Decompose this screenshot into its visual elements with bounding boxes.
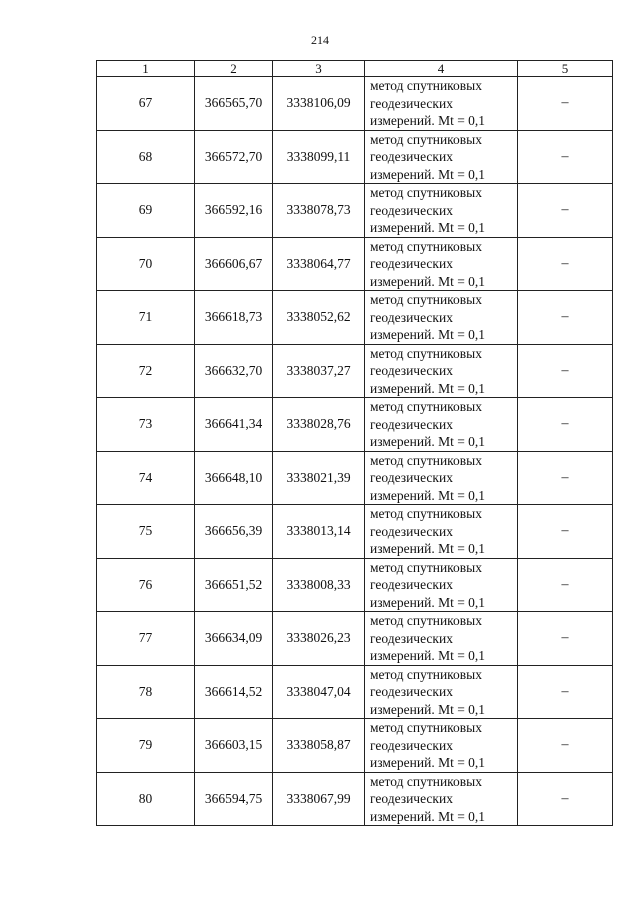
- point-number-cell: 73: [97, 398, 195, 452]
- x-coordinate-cell: 366606,67: [195, 237, 273, 291]
- method-cell: [365, 291, 518, 345]
- method-cell: [365, 558, 518, 612]
- method-line: измерений. Mt = 0,1: [370, 273, 486, 289]
- point-number-cell: 69: [97, 184, 195, 238]
- method-line: измерений. Mt = 0,1: [370, 113, 486, 128]
- method-line: геодезических: [370, 523, 453, 539]
- x-coordinate-cell: 366603,15: [195, 719, 273, 773]
- method-line: измерений. Mt = 0,1: [370, 487, 486, 503]
- method-cell: [365, 77, 518, 131]
- table-row: [97, 77, 613, 131]
- x-coordinate-cell: 366572,70: [195, 130, 273, 184]
- table-row: [97, 665, 613, 719]
- note-cell: –: [518, 612, 613, 666]
- method-line: измерений. Mt = 0,1: [370, 701, 486, 717]
- note-cell: –: [518, 291, 613, 345]
- y-coordinate-cell: 3338026,23: [273, 612, 365, 666]
- method-line: измерений. Mt = 0,1: [370, 220, 486, 235]
- method-line: метод спутниковых: [370, 559, 482, 575]
- method-line: геодезических: [370, 363, 453, 378]
- y-coordinate-cell: 3338047,04: [273, 665, 365, 719]
- y-coordinate-cell: 3338106,09: [273, 77, 365, 131]
- note-cell: –: [518, 130, 613, 184]
- point-number-cell: 72: [97, 344, 195, 398]
- x-coordinate-cell: 366565,70: [195, 77, 273, 131]
- method-cell: [365, 665, 518, 719]
- y-coordinate-cell: 3338021,39: [273, 451, 365, 505]
- method-line: измерений. Mt = 0,1: [370, 380, 486, 396]
- point-number-cell: 77: [97, 612, 195, 666]
- y-coordinate-cell: 3338008,33: [273, 558, 365, 612]
- note-cell: –: [518, 237, 613, 291]
- note-cell: –: [518, 451, 613, 505]
- table-body: [97, 77, 613, 826]
- x-coordinate-cell: 366648,10: [195, 451, 273, 505]
- note-cell: –: [518, 398, 613, 452]
- y-coordinate-cell: 3338067,99: [273, 772, 365, 826]
- method-line: метод спутниковых: [370, 345, 482, 361]
- point-number-cell: 80: [97, 772, 195, 826]
- method-line: метод спутниковых: [370, 452, 482, 468]
- table-header: [97, 61, 613, 77]
- method-line: метод спутниковых: [370, 238, 482, 254]
- method-cell: [365, 344, 518, 398]
- point-number-cell: 75: [97, 505, 195, 559]
- method-cell: [365, 505, 518, 559]
- method-line: геодезических: [370, 95, 453, 111]
- method-cell: [365, 398, 518, 452]
- column-header-4: 4: [365, 61, 518, 77]
- table-row: [97, 344, 613, 398]
- x-coordinate-cell: 366592,16: [195, 184, 273, 238]
- method-line: геодезических: [370, 577, 453, 592]
- header-row: [97, 61, 613, 77]
- method-line: измерений. Mt = 0,1: [370, 755, 486, 770]
- method-line: метод спутниковых: [370, 613, 482, 628]
- method-line: метод спутниковых: [370, 185, 482, 200]
- method-line: измерений. Mt = 0,1: [370, 808, 486, 824]
- x-coordinate-cell: 366641,34: [195, 398, 273, 452]
- method-line: измерений. Mt = 0,1: [370, 541, 486, 556]
- method-cell: [365, 237, 518, 291]
- method-line: метод спутниковых: [370, 131, 482, 147]
- method-line: измерений. Mt = 0,1: [370, 434, 486, 449]
- x-coordinate-cell: 366618,73: [195, 291, 273, 345]
- method-line: геодезических: [370, 791, 453, 806]
- method-line: метод спутниковых: [370, 78, 482, 93]
- table-row: [97, 451, 613, 505]
- method-line: геодезических: [370, 149, 453, 164]
- method-cell: [365, 612, 518, 666]
- y-coordinate-cell: 3338058,87: [273, 719, 365, 773]
- point-number-cell: 70: [97, 237, 195, 291]
- point-number-cell: 68: [97, 130, 195, 184]
- column-header-5: 5: [518, 61, 613, 77]
- method-line: геодезических: [370, 202, 453, 218]
- point-number-cell: 79: [97, 719, 195, 773]
- y-coordinate-cell: 3338099,11: [273, 130, 365, 184]
- method-line: геодезических: [370, 309, 453, 325]
- column-header-3: 3: [273, 61, 365, 77]
- note-cell: –: [518, 558, 613, 612]
- method-line: геодезических: [370, 684, 453, 699]
- x-coordinate-cell: 366614,52: [195, 665, 273, 719]
- table-row: [97, 558, 613, 612]
- column-header-2: 2: [195, 61, 273, 77]
- x-coordinate-cell: 366634,09: [195, 612, 273, 666]
- method-line: метод спутниковых: [370, 666, 482, 682]
- method-cell: [365, 130, 518, 184]
- method-line: измерений. Mt = 0,1: [370, 648, 486, 663]
- table-row: [97, 505, 613, 559]
- method-line: измерений. Mt = 0,1: [370, 594, 486, 610]
- table-row: [97, 237, 613, 291]
- note-cell: –: [518, 344, 613, 398]
- column-header-1: 1: [97, 61, 195, 77]
- note-cell: –: [518, 184, 613, 238]
- method-line: метод спутниковых: [370, 399, 482, 414]
- note-cell: –: [518, 505, 613, 559]
- y-coordinate-cell: 3338052,62: [273, 291, 365, 345]
- note-cell: –: [518, 665, 613, 719]
- note-cell: –: [518, 772, 613, 826]
- method-line: геодезических: [370, 256, 453, 271]
- x-coordinate-cell: 366594,75: [195, 772, 273, 826]
- point-number-cell: 74: [97, 451, 195, 505]
- method-line: геодезических: [370, 737, 453, 753]
- method-line: метод спутниковых: [370, 773, 482, 789]
- point-number-cell: 71: [97, 291, 195, 345]
- y-coordinate-cell: 3338028,76: [273, 398, 365, 452]
- table-row: [97, 130, 613, 184]
- method-cell: [365, 184, 518, 238]
- table-row: [97, 184, 613, 238]
- method-line: метод спутниковых: [370, 720, 482, 735]
- coordinates-table: [96, 60, 613, 826]
- y-coordinate-cell: 3338013,14: [273, 505, 365, 559]
- table-row: [97, 772, 613, 826]
- table-row: [97, 291, 613, 345]
- point-number-cell: 67: [97, 77, 195, 131]
- method-line: метод спутниковых: [370, 292, 482, 307]
- page-number: 214: [311, 33, 329, 47]
- method-line: геодезических: [370, 416, 453, 432]
- table-row: [97, 398, 613, 452]
- note-cell: –: [518, 77, 613, 131]
- method-line: геодезических: [370, 470, 453, 485]
- y-coordinate-cell: 3338037,27: [273, 344, 365, 398]
- method-cell: [365, 772, 518, 826]
- method-line: измерений. Mt = 0,1: [370, 166, 486, 182]
- x-coordinate-cell: 366656,39: [195, 505, 273, 559]
- method-line: измерений. Mt = 0,1: [370, 327, 486, 342]
- point-number-cell: 78: [97, 665, 195, 719]
- method-cell: [365, 451, 518, 505]
- x-coordinate-cell: 366632,70: [195, 344, 273, 398]
- table-row: [97, 612, 613, 666]
- y-coordinate-cell: 3338064,77: [273, 237, 365, 291]
- point-number-cell: 76: [97, 558, 195, 612]
- y-coordinate-cell: 3338078,73: [273, 184, 365, 238]
- note-cell: –: [518, 719, 613, 773]
- x-coordinate-cell: 366651,52: [195, 558, 273, 612]
- method-line: геодезических: [370, 630, 453, 646]
- method-line: метод спутниковых: [370, 506, 482, 521]
- method-cell: [365, 719, 518, 773]
- table-row: [97, 719, 613, 773]
